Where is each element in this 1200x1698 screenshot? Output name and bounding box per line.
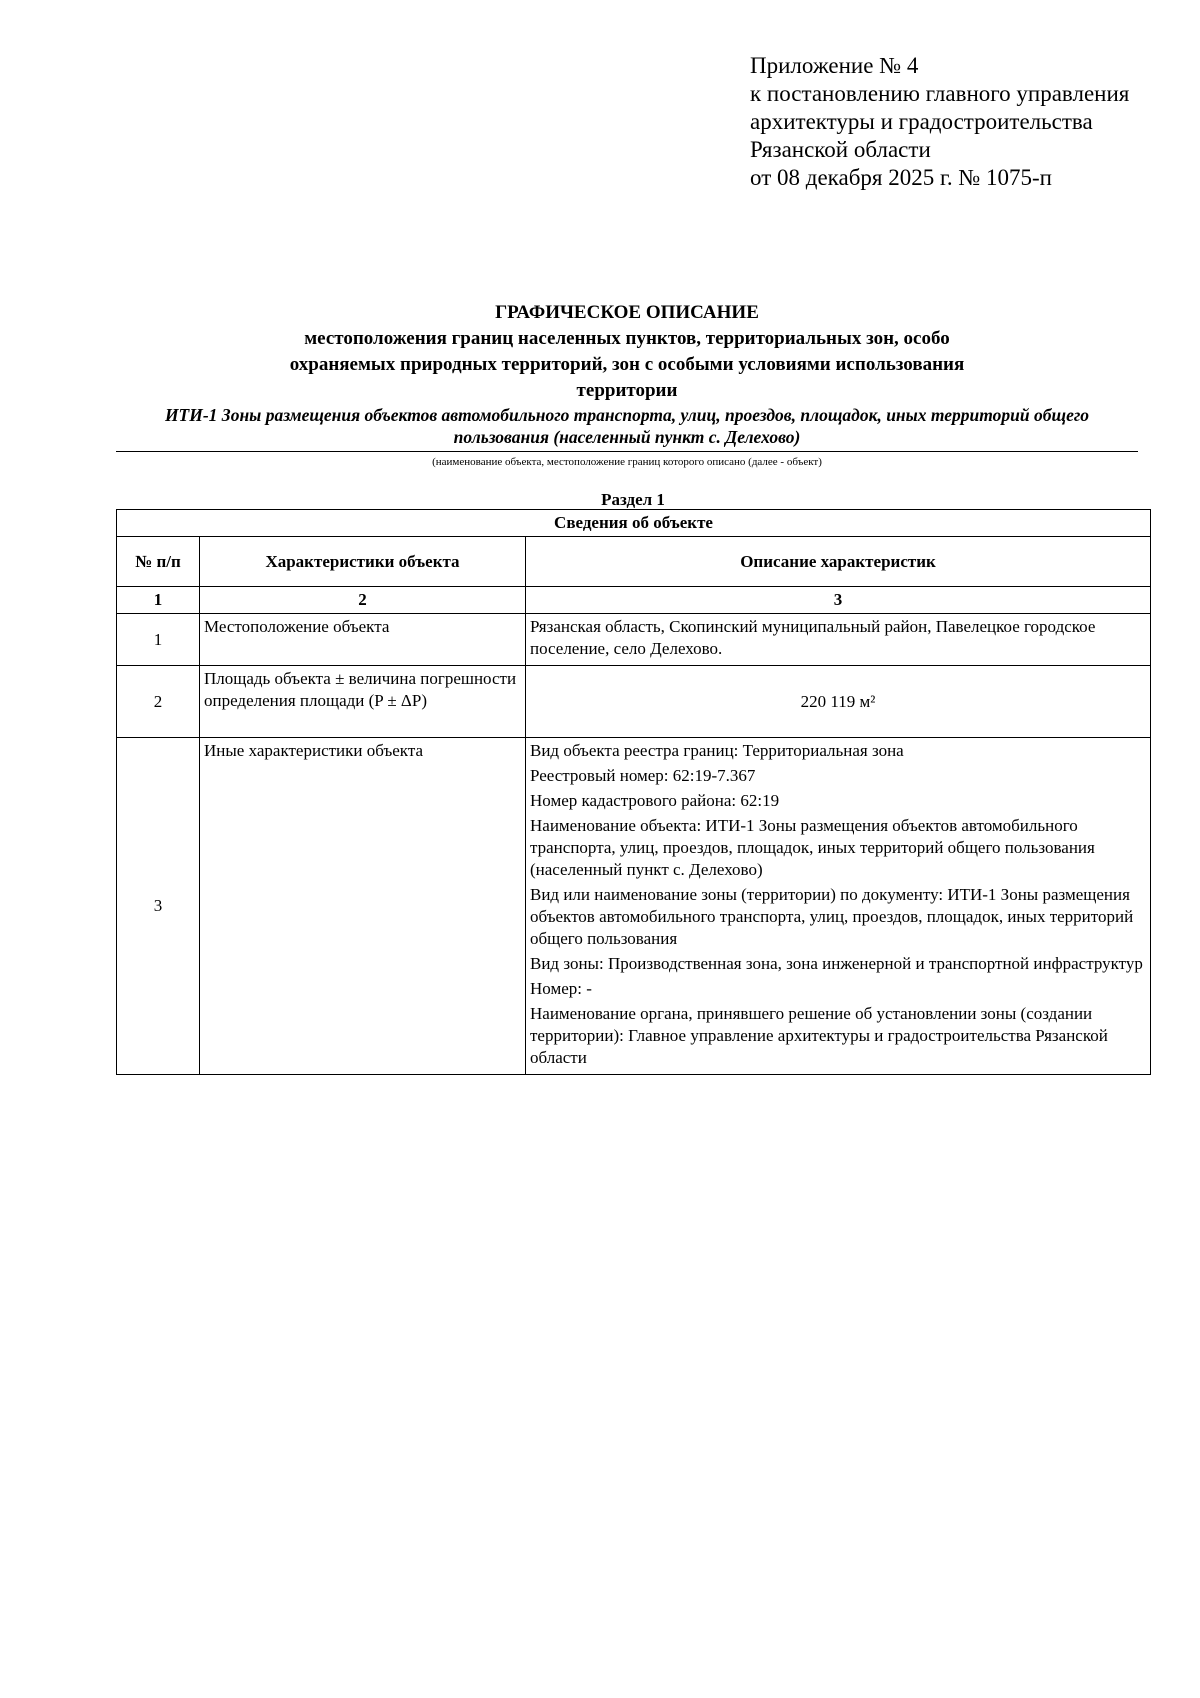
description-line: Наименование объекта: ИТИ-1 Зоны размещения объектов автомобильного транспорта, улиц, проездов, площадок, иных территорий общего пользования (населенный пункт с. Делехово) bbox=[530, 816, 1095, 879]
column-number: 2 bbox=[200, 587, 526, 614]
header-number: № п/п bbox=[117, 537, 200, 587]
table-title: Сведения об объекте bbox=[117, 510, 1151, 537]
description-line: Номер: - bbox=[530, 979, 592, 998]
section-title: Раздел 1 bbox=[601, 490, 665, 509]
description-line: Номер кадастрового района: 62:19 bbox=[530, 791, 780, 810]
description-line: Вид зоны: Производственная зона, зона инженерной и транспортной инфраструктур bbox=[530, 954, 1143, 973]
description-line: 220 119 м² bbox=[800, 691, 876, 711]
table-row bbox=[117, 738, 1151, 1075]
row-number: 1 bbox=[117, 614, 200, 666]
annex-line: от 08 декабря 2025 г. № 1075-п bbox=[750, 165, 1052, 190]
annex-block bbox=[750, 52, 1129, 192]
document-subtitle: местоположения границ населенных пунктов, территориальных зон, особо охраняемых природных территорий, зон с особыми условиями использования территории bbox=[289, 328, 965, 401]
column-number: 1 bbox=[117, 587, 200, 614]
description-line: Реестровый номер: 62:19-7.367 bbox=[530, 766, 756, 785]
object-info-table bbox=[116, 509, 1151, 1075]
table-header-row bbox=[117, 537, 1151, 587]
row-description bbox=[526, 738, 1151, 1075]
annex-line: архитектуры и градостроительства bbox=[750, 109, 1093, 134]
row-characteristic: Местоположение объекта bbox=[200, 614, 526, 666]
row-description bbox=[526, 614, 1151, 666]
description-line: Наименование органа, принявшего решение об установлении зоны (создании территории): Главное управление архитектуры и градостроительства Рязанской области bbox=[530, 1004, 1108, 1067]
row-number: 2 bbox=[117, 666, 200, 738]
description-line: Вид объекта реестра границ: Территориальная зона bbox=[530, 741, 904, 760]
description-line: Вид или наименование зоны (территории) по документу: ИТИ-1 Зоны размещения объектов автомобильного транспорта, улиц, проездов, площадок, иных территорий общего пользования bbox=[530, 885, 1134, 948]
header-description: Описание характеристик bbox=[526, 537, 1151, 587]
row-description bbox=[526, 666, 1151, 738]
title-block bbox=[116, 300, 1138, 469]
object-name: ИТИ-1 Зоны размещения объектов автомобильного транспорта, улиц, проездов, площадок, иных территорий общего пользования (населенный пункт с. Делехово) bbox=[164, 405, 1090, 447]
annex-line: к постановлению главного управления bbox=[750, 81, 1130, 106]
underline-divider bbox=[116, 451, 1138, 452]
object-name-caption: (наименование объекта, местоположение границ которого описано (далее - объект) bbox=[432, 456, 822, 468]
annex-line: Приложение № 4 bbox=[750, 53, 919, 78]
description-line: Рязанская область, Скопинский муниципальный район, Павелецкое городское поселение, село Делехово. bbox=[530, 617, 1096, 658]
column-number-row bbox=[117, 587, 1151, 614]
row-characteristic: Площадь объекта ± величина погрешности определения площади (P ± ΔP) bbox=[200, 666, 526, 738]
column-number: 3 bbox=[526, 587, 1151, 614]
row-number: 3 bbox=[117, 738, 200, 1075]
row-characteristic: Иные характеристики объекта bbox=[200, 738, 526, 1075]
document-title: ГРАФИЧЕСКОЕ ОПИСАНИЕ bbox=[495, 302, 759, 323]
table-row bbox=[117, 666, 1151, 738]
table-row bbox=[117, 614, 1151, 666]
annex-line: Рязанской области bbox=[750, 137, 931, 162]
table-title-row bbox=[117, 510, 1151, 537]
header-characteristic: Характеристики объекта bbox=[200, 537, 526, 587]
